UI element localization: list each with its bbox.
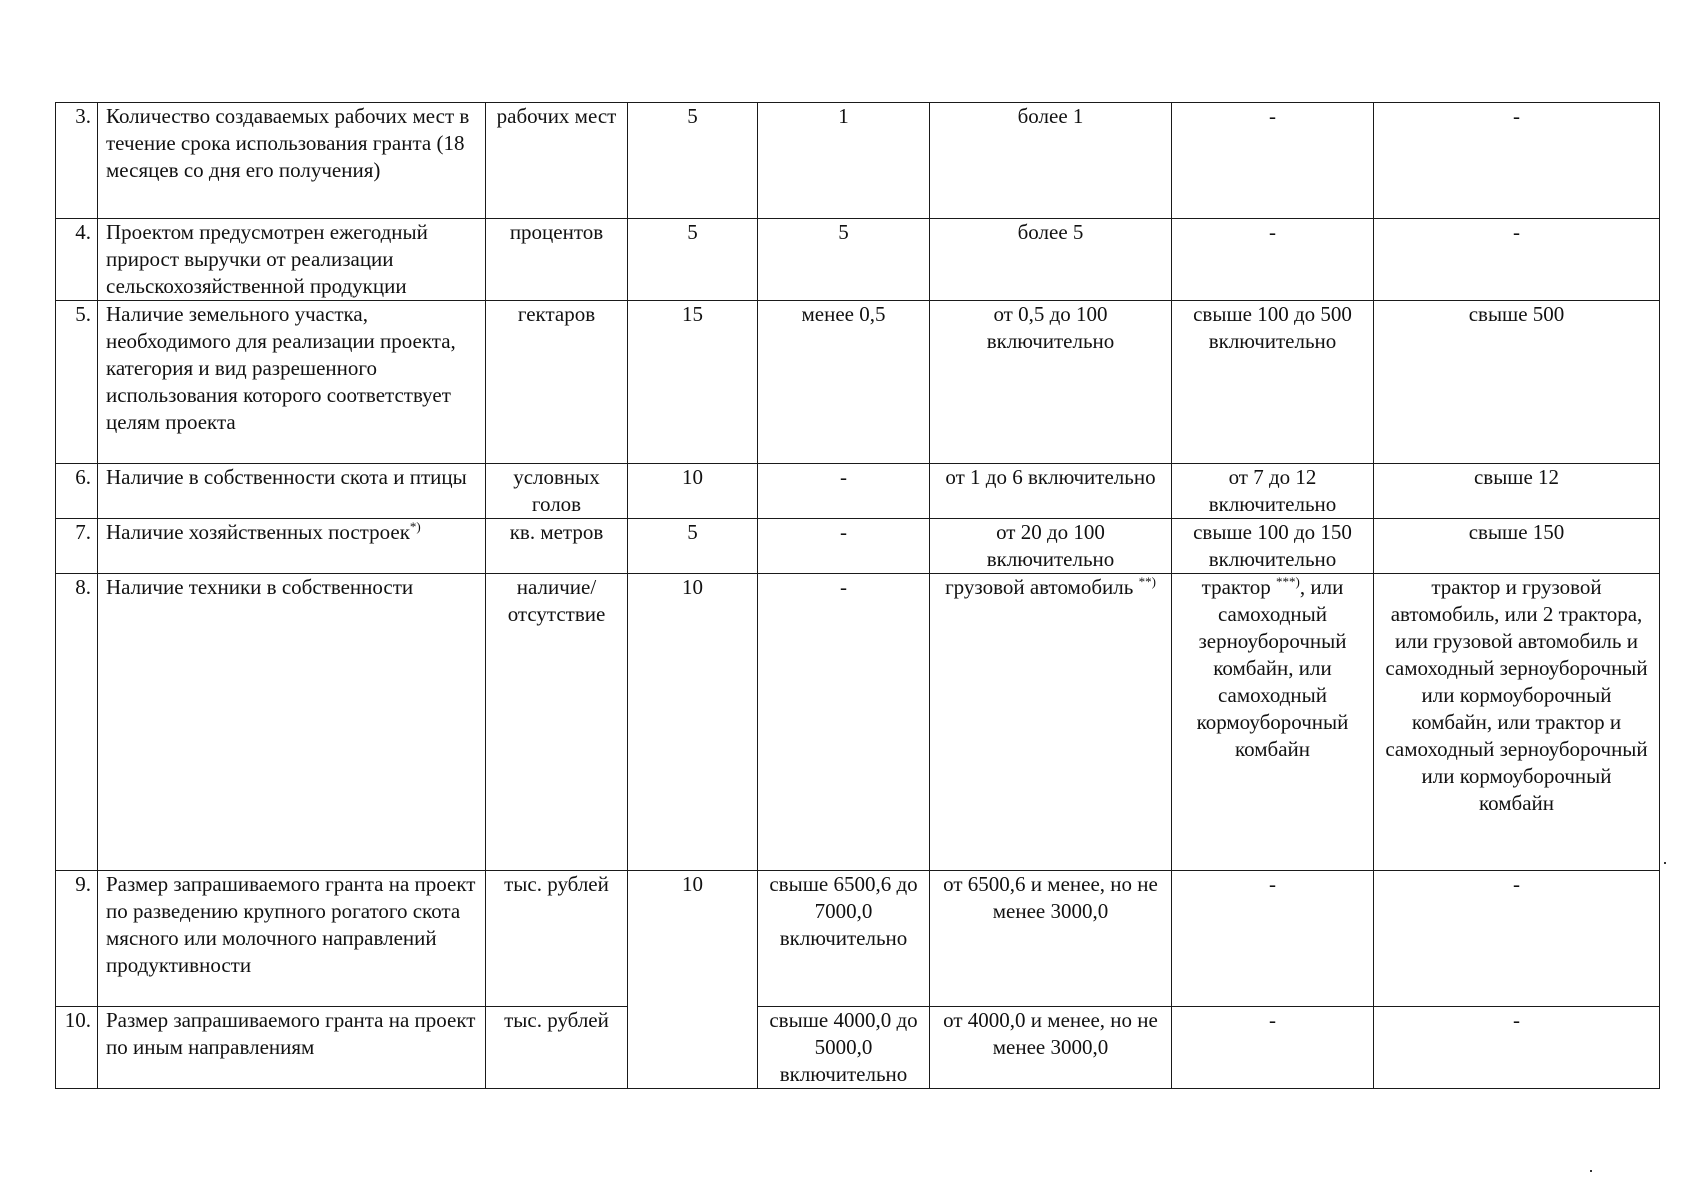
value-cell-3: свыше 100 до 500 включительно	[1172, 301, 1374, 464]
score-cell: 10	[628, 574, 758, 871]
value-cell-2: более 1	[930, 103, 1172, 219]
table-row	[56, 871, 1660, 1007]
value-cell-3: -	[1172, 103, 1374, 219]
table-row	[56, 301, 1660, 464]
value-cell-1: 5	[758, 219, 930, 301]
score-cell: 10	[628, 464, 758, 519]
row-number: 9.	[56, 871, 98, 1007]
footnote-mark: *)	[409, 519, 421, 534]
score-cell: 10	[628, 871, 758, 1089]
score-cell: 15	[628, 301, 758, 464]
unit-cell: процентов	[486, 219, 628, 301]
value-cell-3: свыше 100 до 150 включительно	[1172, 519, 1374, 574]
row-number: 4.	[56, 219, 98, 301]
table-row	[56, 219, 1660, 301]
criterion-name: Наличие земельного участка, необходимого для реализации проекта, категория и вид разрешенного использования которого соответствует целям проекта	[98, 301, 486, 464]
value-cell-4: -	[1374, 871, 1660, 1007]
footnote-mark: ***)	[1276, 574, 1300, 589]
value-text: , или самоходный зерноуборочный комбайн, или самоходный кормоуборочный комбайн	[1196, 575, 1349, 761]
value-cell-3	[1172, 574, 1374, 871]
criterion-name-text: Наличие хозяйственных построек	[106, 520, 410, 544]
value-cell-4: свыше 500	[1374, 301, 1660, 464]
scan-speck	[1590, 1170, 1592, 1172]
value-cell-1: -	[758, 464, 930, 519]
row-number: 8.	[56, 574, 98, 871]
row-number: 5.	[56, 301, 98, 464]
value-text: грузовой автомобиль	[945, 575, 1134, 599]
unit-cell: наличие/ отсутствие	[486, 574, 628, 871]
criterion-name: Размер запрашиваемого гранта на проект по разведению крупного рогатого скота мясного или молочного направлений продуктивности	[98, 871, 486, 1007]
unit-cell: рабочих мест	[486, 103, 628, 219]
unit-cell: кв. метров	[486, 519, 628, 574]
table-row	[56, 574, 1660, 871]
criterion-name: Количество создаваемых рабочих мест в течение срока использования гранта (18 месяцев со дня его получения)	[98, 103, 486, 219]
table-row	[56, 519, 1660, 574]
value-cell-2: более 5	[930, 219, 1172, 301]
value-cell-3: -	[1172, 219, 1374, 301]
value-text-prefix: трактор	[1201, 575, 1271, 599]
value-cell-3: -	[1172, 1007, 1374, 1089]
criterion-name: Размер запрашиваемого гранта на проект по иным направлениям	[98, 1007, 486, 1089]
unit-cell: условных голов	[486, 464, 628, 519]
table-row	[56, 103, 1660, 219]
row-number: 3.	[56, 103, 98, 219]
value-cell-4: свыше 12	[1374, 464, 1660, 519]
criteria-table	[55, 102, 1660, 1089]
value-cell-4: -	[1374, 1007, 1660, 1089]
unit-cell: тыс. рублей	[486, 1007, 628, 1089]
value-cell-1: -	[758, 519, 930, 574]
footnote-mark: **)	[1138, 574, 1156, 589]
value-cell-2	[930, 574, 1172, 871]
score-cell: 5	[628, 219, 758, 301]
scan-speck	[1664, 862, 1666, 864]
value-cell-2: от 0,5 до 100 включительно	[930, 301, 1172, 464]
row-number: 10.	[56, 1007, 98, 1089]
criterion-name: Наличие техники в собственности	[98, 574, 486, 871]
value-cell-4: свыше 150	[1374, 519, 1660, 574]
value-cell-1: 1	[758, 103, 930, 219]
value-cell-4: трактор и грузовой автомобиль, или 2 трактора, или грузовой автомобиль и самоходный зерноуборочный или кормоуборочный комбайн, или трактор и самоходный зерноуборочный или кормоуборочный комбайн	[1374, 574, 1660, 871]
row-number: 6.	[56, 464, 98, 519]
value-cell-4: -	[1374, 103, 1660, 219]
value-cell-2: от 20 до 100 включительно	[930, 519, 1172, 574]
unit-cell: тыс. рублей	[486, 871, 628, 1007]
value-cell-1: свыше 4000,0 до 5000,0 включительно	[758, 1007, 930, 1089]
criterion-name: Проектом предусмотрен ежегодный прирост выручки от реализации сельскохозяйственной продукции	[98, 219, 486, 301]
criterion-name: Наличие в собственности скота и птицы	[98, 464, 486, 519]
value-cell-4: -	[1374, 219, 1660, 301]
value-cell-1: свыше 6500,6 до 7000,0 включительно	[758, 871, 930, 1007]
value-cell-2: от 4000,0 и менее, но не менее 3000,0	[930, 1007, 1172, 1089]
criterion-name	[98, 519, 486, 574]
value-cell-1: менее 0,5	[758, 301, 930, 464]
row-number: 7.	[56, 519, 98, 574]
value-cell-3: от 7 до 12 включительно	[1172, 464, 1374, 519]
score-cell: 5	[628, 103, 758, 219]
score-cell: 5	[628, 519, 758, 574]
value-cell-3: -	[1172, 871, 1374, 1007]
value-cell-1: -	[758, 574, 930, 871]
unit-cell: гектаров	[486, 301, 628, 464]
value-cell-2: от 6500,6 и менее, но не менее 3000,0	[930, 871, 1172, 1007]
table-row	[56, 464, 1660, 519]
value-cell-2: от 1 до 6 включительно	[930, 464, 1172, 519]
table-row	[56, 1007, 1660, 1089]
